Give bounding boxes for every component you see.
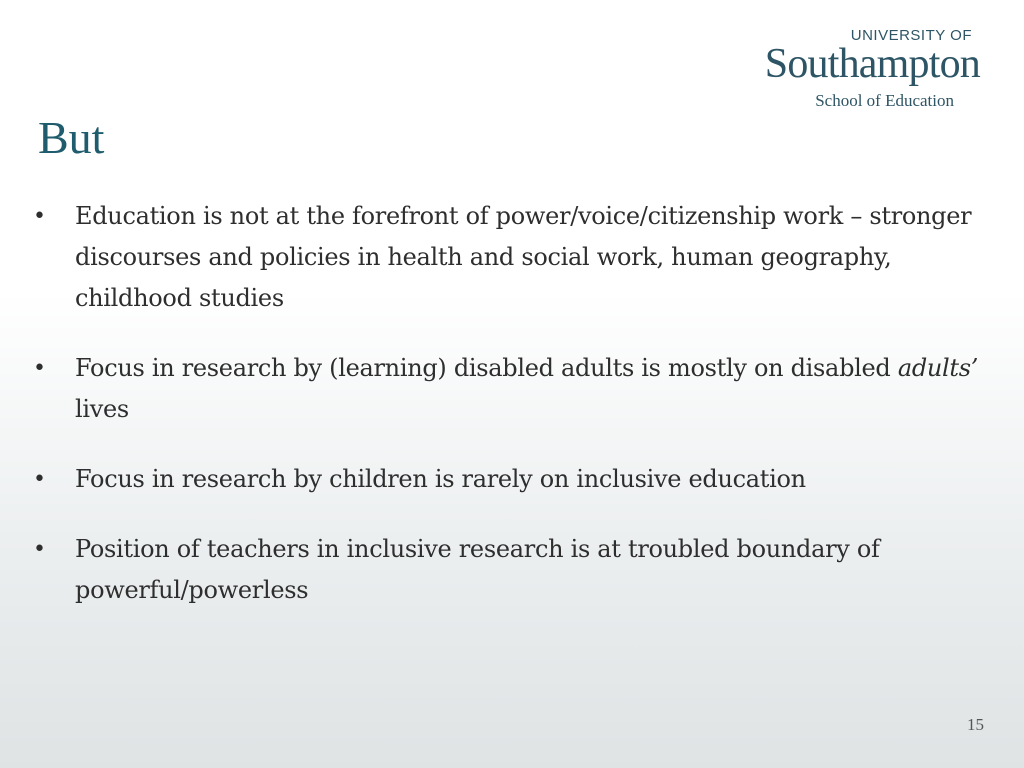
bullet-item (0, 196, 1000, 319)
slide-title: But (38, 112, 105, 163)
bullet-icon: • (33, 356, 46, 381)
bullet-text (75, 354, 978, 423)
university-logo (740, 28, 980, 112)
bullet-item (0, 459, 1000, 500)
bullet-icon: • (33, 537, 46, 562)
logo-southampton: Southampton (764, 41, 980, 87)
page-number: 15 (967, 715, 984, 734)
bullet-text: Position of teachers in inclusive research is at troubled boundary of powerful/powerless (75, 535, 880, 604)
bullet-text: Focus in research by children is rarely on inclusive education (75, 465, 806, 493)
bullet-icon: • (33, 204, 46, 229)
bullet-text-start: Focus in research by (learning) disabled adults is mostly on disabled (75, 354, 898, 382)
bullet-item (0, 348, 1000, 430)
bullet-text-end: lives (75, 395, 129, 423)
bullet-list (0, 196, 1000, 640)
bullet-text: Education is not at the forefront of power/voice/citizenship work – stronger discourses and policies in health and social work, human geography, childhood studies (75, 202, 972, 312)
bullet-item (0, 529, 1000, 611)
logo-university-of: UNIVERSITY OF (850, 27, 972, 44)
logo-school-of-education: School of Education (815, 91, 954, 110)
bullet-text-emphasis: adults’ (897, 354, 979, 382)
bullet-icon: • (33, 467, 46, 492)
